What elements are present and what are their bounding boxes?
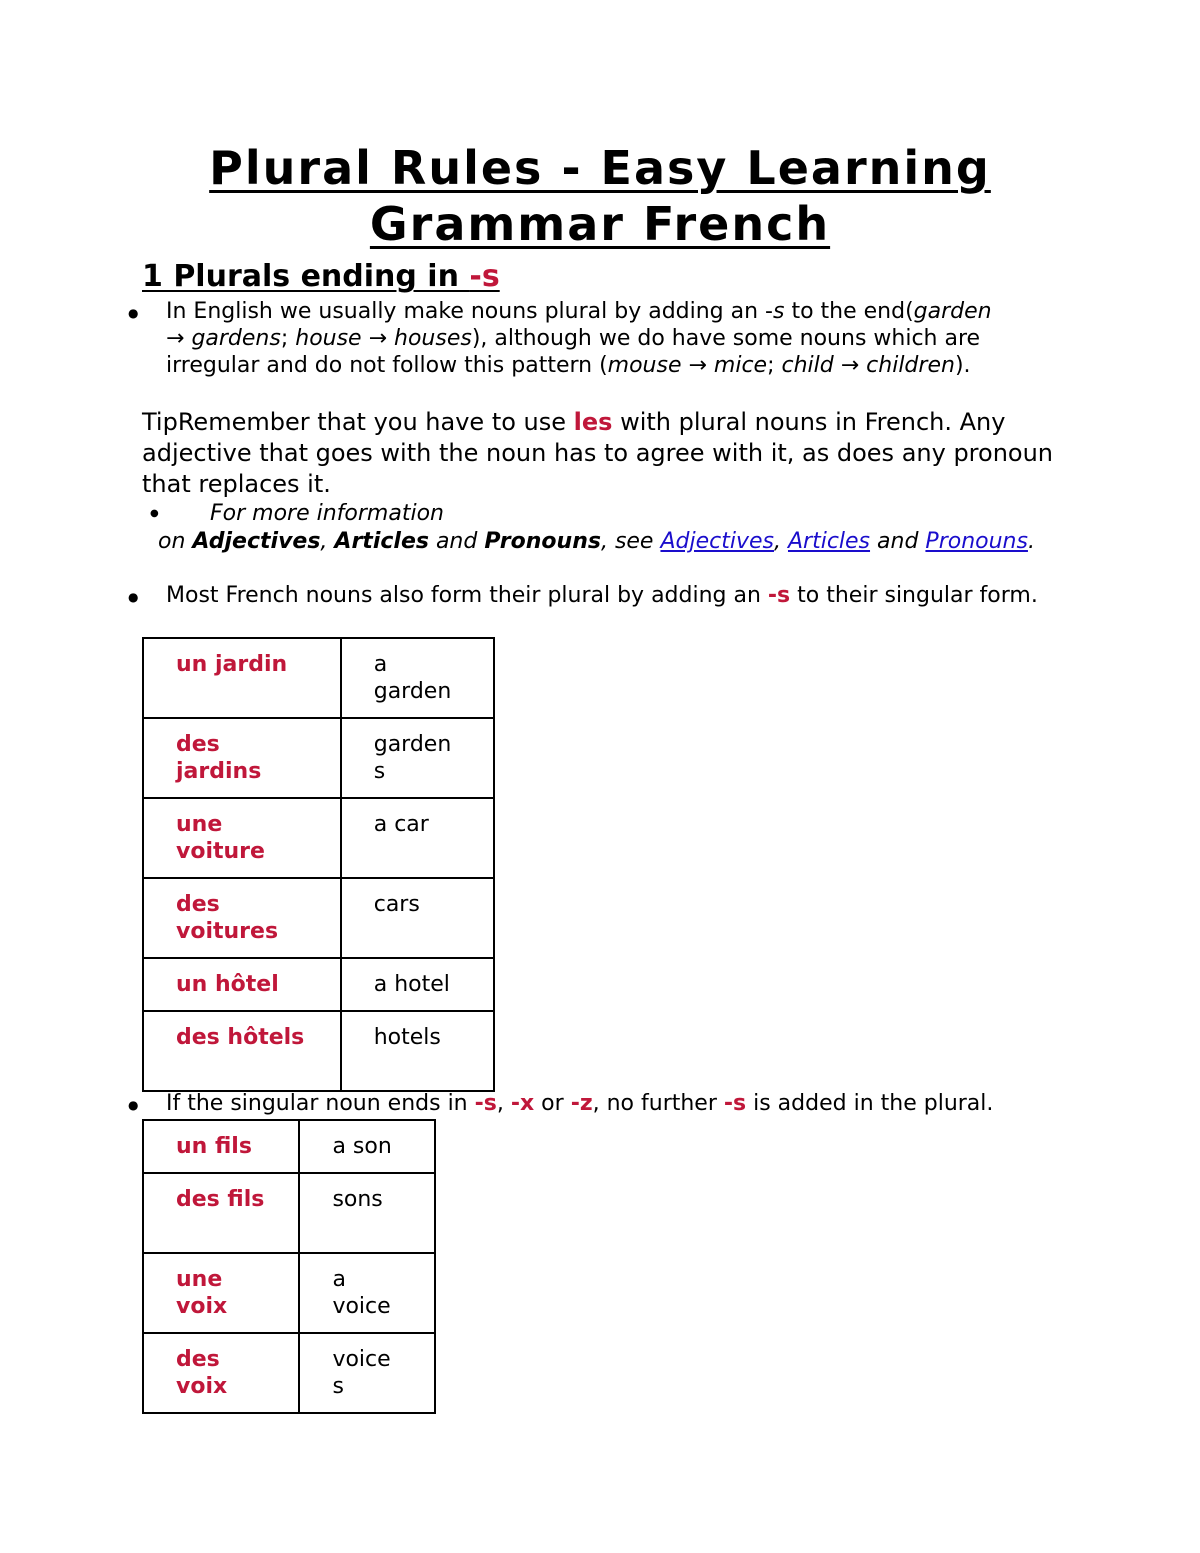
french-cell: des hôtels [143, 1011, 341, 1091]
section-heading: 1 Plurals ending in -s [142, 259, 500, 294]
bullet-icon: ● [128, 1098, 139, 1112]
english-cell: a car [341, 798, 494, 878]
table-row [143, 1173, 435, 1253]
bullet-icon: ● [128, 590, 139, 604]
bullet-icon: ● [150, 508, 159, 519]
more-information: For more information on Adjectives, Articles and Pronouns, see Adjectives, Articles and Pronouns. [158, 501, 1035, 554]
english-cell: voices [299, 1333, 435, 1413]
french-cell: des voix [143, 1333, 299, 1413]
table-row [143, 878, 494, 958]
english-cell: gardens [341, 718, 494, 798]
english-cell: sons [299, 1173, 435, 1253]
bullet-french-plurals: Most French nouns also form their plural by adding an -s to their singular form. [166, 583, 1038, 608]
english-cell: a voice [299, 1253, 435, 1333]
table-row [143, 958, 494, 1011]
table-row [143, 798, 494, 878]
title-line-1: Plural Rules - Easy Learning [209, 141, 991, 195]
link-pronouns[interactable]: Pronouns [925, 529, 1028, 554]
bullet-english-plurals: In English we usually make nouns plural by adding an -s to the end(garden → gardens; house → houses), although we do have some nouns which are irregular and do not follow this pattern (mouse → mice; child → children). [166, 299, 992, 378]
table-row [143, 1333, 435, 1413]
french-cell: un hôtel [143, 958, 341, 1011]
english-cell: hotels [341, 1011, 494, 1091]
english-cell: a garden [341, 638, 494, 718]
french-cell: un jardin [143, 638, 341, 718]
bullet-icon: ● [128, 306, 139, 320]
english-cell: a hotel [341, 958, 494, 1011]
link-adjectives[interactable]: Adjectives [660, 529, 774, 554]
french-cell: une voix [143, 1253, 299, 1333]
table-row [143, 1120, 435, 1173]
table-row [143, 1253, 435, 1333]
table-row [143, 1011, 494, 1091]
tip-paragraph: TipRemember that you have to use les with plural nouns in French. Any adjective that goes with the noun has to agree with it, as does any pronoun that replaces it. [142, 408, 1054, 498]
table-row [143, 638, 494, 718]
french-cell: une voiture [143, 798, 341, 878]
english-cell: a son [299, 1120, 435, 1173]
french-cell: des voitures [143, 878, 341, 958]
table-row [143, 718, 494, 798]
title-line-2: Grammar French [369, 197, 831, 251]
bullet-s-x-z-rule: If the singular noun ends in -s, -x or -z, no further -s is added in the plural. [166, 1091, 994, 1116]
french-cell: des fils [143, 1173, 299, 1253]
french-cell: un fils [143, 1120, 299, 1173]
french-cell: des jardins [143, 718, 341, 798]
link-articles[interactable]: Articles [787, 529, 871, 554]
english-cell: cars [341, 878, 494, 958]
plural-sxz-table [142, 1119, 436, 1414]
plural-s-table [142, 637, 495, 1092]
page-title [0, 140, 1200, 252]
